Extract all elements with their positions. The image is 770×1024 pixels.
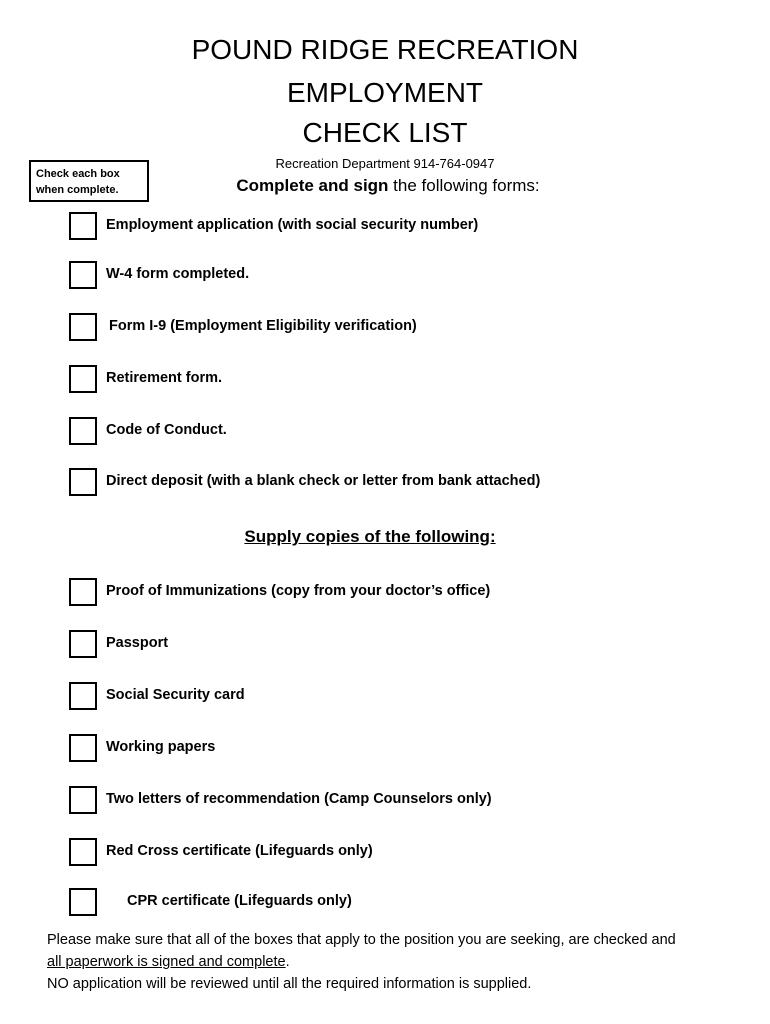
instruction-line-2: when complete. <box>36 184 119 196</box>
page-subtitle-checklist: CHECK LIST <box>302 117 468 148</box>
checklist-item-label: Passport <box>106 635 169 651</box>
checklist-item-label: Proof of Immunizations (copy from your doctor’s office) <box>106 583 491 599</box>
checklist-item-label: Form I-9 (Employment Eligibility verification) <box>109 318 417 334</box>
checklist-item-label: Code of Conduct. <box>106 422 227 438</box>
page-subtitle-employment: EMPLOYMENT <box>286 77 484 108</box>
checkbox[interactable] <box>69 734 97 762</box>
checkbox[interactable] <box>69 888 97 916</box>
checklist-item-label: Retirement form. <box>106 370 223 386</box>
forms-intro-bold: Complete and sign <box>236 176 389 195</box>
forms-intro <box>0 175 770 197</box>
checkbox[interactable] <box>69 365 97 393</box>
checklist-item-label: Direct deposit (with a blank check or letter from bank attached) <box>106 473 541 489</box>
forms-intro-rest: the following forms: <box>388 176 540 195</box>
checklist-item-label: Red Cross certificate (Lifeguards only) <box>106 843 373 859</box>
instruction-line-1: Check each box <box>36 168 120 180</box>
checklist-item-label: CPR certificate (Lifeguards only) <box>127 893 352 909</box>
checkbox[interactable] <box>69 417 97 445</box>
checkbox[interactable] <box>69 786 97 814</box>
checklist-item-label: Social Security card <box>106 687 245 703</box>
checklist-item-label: Employment application (with social security number) <box>106 217 479 233</box>
checkbox[interactable] <box>69 261 97 289</box>
checklist-item-label: Working papers <box>106 739 216 755</box>
checkbox[interactable] <box>69 838 97 866</box>
copies-section-heading: Supply copies of the following: <box>244 527 496 546</box>
checkbox[interactable] <box>69 630 97 658</box>
checkbox[interactable] <box>69 578 97 606</box>
checklist-item-label: Two letters of recommendation (Camp Counselors only) <box>106 791 492 807</box>
footer-period: . <box>285 954 290 970</box>
footer-note-line-1: Please make sure that all of the boxes that apply to the position you are seeking, are checked and <box>47 932 676 948</box>
checklist-item-label: W-4 form completed. <box>106 266 250 282</box>
checkbox[interactable] <box>69 212 97 240</box>
page-title: POUND RIDGE RECREATION <box>191 34 579 65</box>
footer-underlined-text: all paperwork is signed and complete <box>47 954 286 970</box>
footer-note-line-2 <box>47 951 757 973</box>
checkbox[interactable] <box>69 313 97 341</box>
department-contact: Recreation Department 914-764-0947 <box>275 156 495 171</box>
checkbox[interactable] <box>69 682 97 710</box>
footer-note-line-3: NO application will be reviewed until all the required information is supplied. <box>47 976 532 992</box>
checkbox[interactable] <box>69 468 97 496</box>
